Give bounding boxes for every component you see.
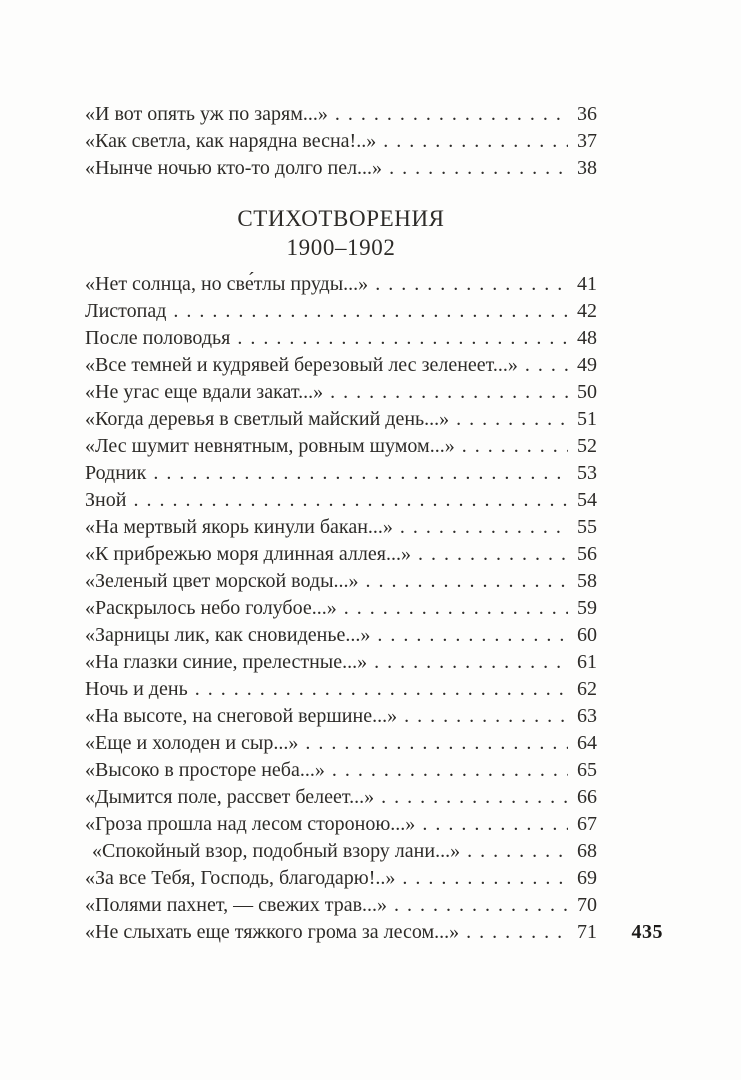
section-heading — [85, 204, 597, 262]
toc-entry — [85, 730, 597, 757]
dot-leader — [381, 784, 568, 811]
page-number-folio: 435 — [631, 921, 663, 943]
toc-entry-title: Листопад — [85, 300, 167, 322]
toc-entry-page: 67 — [577, 813, 597, 835]
toc-entry — [85, 892, 597, 919]
dot-leader — [374, 649, 568, 676]
toc-entry-page: 65 — [577, 759, 597, 781]
toc-entry-title: «К прибрежью моря длинная аллея...» — [85, 543, 411, 565]
dot-leader — [418, 541, 568, 568]
toc-entry — [85, 460, 597, 487]
dot-leader — [195, 676, 568, 703]
dot-leader — [422, 811, 568, 838]
toc-entry-title: «Гроза прошла над лесом стороною...» — [85, 813, 416, 835]
toc-entry-title: После половодья — [85, 327, 231, 349]
toc-entry-title: «Нет солнца, но све́тлы пруды...» — [85, 273, 369, 295]
dot-leader — [402, 865, 568, 892]
toc-column — [85, 101, 597, 946]
toc-entry — [85, 784, 597, 811]
toc-entry-page: 53 — [577, 462, 597, 484]
dot-leader — [332, 757, 568, 784]
toc-entry-page: 62 — [577, 678, 597, 700]
toc-entry-page: 50 — [577, 381, 597, 403]
toc-entry-page: 54 — [577, 489, 597, 511]
toc-entry — [85, 128, 597, 155]
toc-entry-title: «Дымится поле, рассвет белеет...» — [85, 786, 375, 808]
toc-entry — [85, 595, 597, 622]
toc-entry — [85, 155, 597, 182]
toc-entry — [85, 649, 597, 676]
toc-entry-page: 66 — [577, 786, 597, 808]
toc-entry-title: «Еще и холоден и сыр...» — [85, 732, 299, 754]
toc-entry-page: 36 — [577, 103, 597, 125]
toc-entry-title: «На мертвый якорь кинули бакан...» — [85, 516, 393, 538]
toc-entry — [85, 757, 597, 784]
dot-leader — [466, 919, 568, 946]
dot-leader — [330, 379, 568, 406]
toc-entry — [85, 568, 597, 595]
toc-entry-page: 51 — [577, 408, 597, 430]
toc-entry-title: «Нынче ночью кто-то долго пел...» — [85, 157, 383, 179]
dot-leader — [305, 730, 568, 757]
toc-entry-title: «Не слыхать еще тяжкого грома за лесом...» — [85, 921, 460, 943]
toc-list-previous-section — [85, 101, 597, 182]
toc-entry-page: 70 — [577, 894, 597, 916]
dot-leader — [366, 568, 568, 595]
toc-entry-title: Родник — [85, 462, 147, 484]
toc-entry-title: «Спокойный взор, подобный взору лани...» — [92, 840, 461, 862]
toc-entry — [85, 101, 597, 128]
toc-entry-title: «Зарницы лик, как сновиденье...» — [85, 624, 371, 646]
dot-leader — [237, 325, 568, 352]
toc-entry-title: «Все темней и кудрявей березовый лес зеленеет...» — [85, 354, 518, 376]
toc-entry-title: «Когда деревья в светлый майский день...» — [85, 408, 450, 430]
toc-entry-page: 71 — [577, 921, 597, 943]
toc-entry-title: «На глазки синие, прелестные...» — [85, 651, 368, 673]
dot-leader — [173, 298, 568, 325]
dot-leader — [344, 595, 568, 622]
toc-entry — [85, 919, 597, 946]
toc-entry-title: «Раскрылось небо голубое...» — [85, 597, 337, 619]
toc-list-poems-1900-1902 — [85, 271, 597, 946]
toc-entry-title: Зной — [85, 489, 127, 511]
dot-leader — [383, 128, 568, 155]
toc-entry-page: 52 — [577, 435, 597, 457]
toc-entry-title: «Как светла, как нарядна весна!..» — [85, 130, 377, 152]
toc-entry-page: 63 — [577, 705, 597, 727]
toc-entry-page: 37 — [577, 130, 597, 152]
toc-entry — [85, 838, 597, 865]
toc-entry-title: «Лес шумит невнятным, ровным шумом...» — [85, 435, 455, 457]
toc-entry — [85, 352, 597, 379]
toc-entry — [85, 433, 597, 460]
toc-entry-title: «И вот опять уж по зарям...» — [85, 103, 328, 125]
toc-entry — [85, 703, 597, 730]
dot-leader — [394, 892, 568, 919]
toc-entry-title: «Не угас еще вдали закат...» — [85, 381, 324, 403]
toc-entry — [85, 622, 597, 649]
toc-entry-page: 64 — [577, 732, 597, 754]
toc-entry-title: «На высоте, на снеговой вершине...» — [85, 705, 398, 727]
dot-leader — [400, 514, 568, 541]
dot-leader — [456, 406, 568, 433]
dot-leader — [462, 433, 568, 460]
toc-entry-title: «Высоко в просторе неба...» — [85, 759, 325, 781]
toc-entry — [85, 865, 597, 892]
toc-entry-title: «Зеленый цвет морской воды...» — [85, 570, 359, 592]
toc-entry-page: 56 — [577, 543, 597, 565]
toc-entry — [85, 325, 597, 352]
toc-entry-page: 42 — [577, 300, 597, 322]
dot-leader — [389, 155, 568, 182]
toc-entry-page: 41 — [577, 273, 597, 295]
toc-entry-title: Ночь и день — [85, 678, 188, 700]
dot-leader — [404, 703, 568, 730]
dot-leader — [375, 271, 568, 298]
section-heading-title: СТИХОТВОРЕНИЯ — [237, 206, 445, 231]
dot-leader — [335, 101, 568, 128]
toc-entry-page: 59 — [577, 597, 597, 619]
toc-entry — [85, 811, 597, 838]
toc-entry-page: 69 — [577, 867, 597, 889]
toc-entry-page: 60 — [577, 624, 597, 646]
toc-entry-page: 61 — [577, 651, 597, 673]
toc-entry — [85, 541, 597, 568]
toc-entry-page: 38 — [577, 157, 597, 179]
dot-leader — [377, 622, 568, 649]
toc-entry — [85, 406, 597, 433]
toc-entry-page: 48 — [577, 327, 597, 349]
dot-leader — [133, 487, 568, 514]
toc-entry-title: «За все Тебя, Господь, благодарю!..» — [85, 867, 396, 889]
section-heading-years: 1900–1902 — [286, 235, 396, 260]
toc-entry-page: 58 — [577, 570, 597, 592]
toc-entry — [85, 379, 597, 406]
toc-entry — [85, 487, 597, 514]
toc-entry-title: «Полями пахнет, — свежих трав...» — [85, 894, 388, 916]
dot-leader — [525, 352, 568, 379]
dot-leader — [467, 838, 568, 865]
toc-entry-page: 55 — [577, 516, 597, 538]
toc-entry-page: 49 — [577, 354, 597, 376]
dot-leader — [153, 460, 568, 487]
toc-entry — [85, 676, 597, 703]
toc-entry-page: 68 — [577, 840, 597, 862]
toc-entry — [85, 298, 597, 325]
toc-entry — [85, 271, 597, 298]
toc-entry — [85, 514, 597, 541]
